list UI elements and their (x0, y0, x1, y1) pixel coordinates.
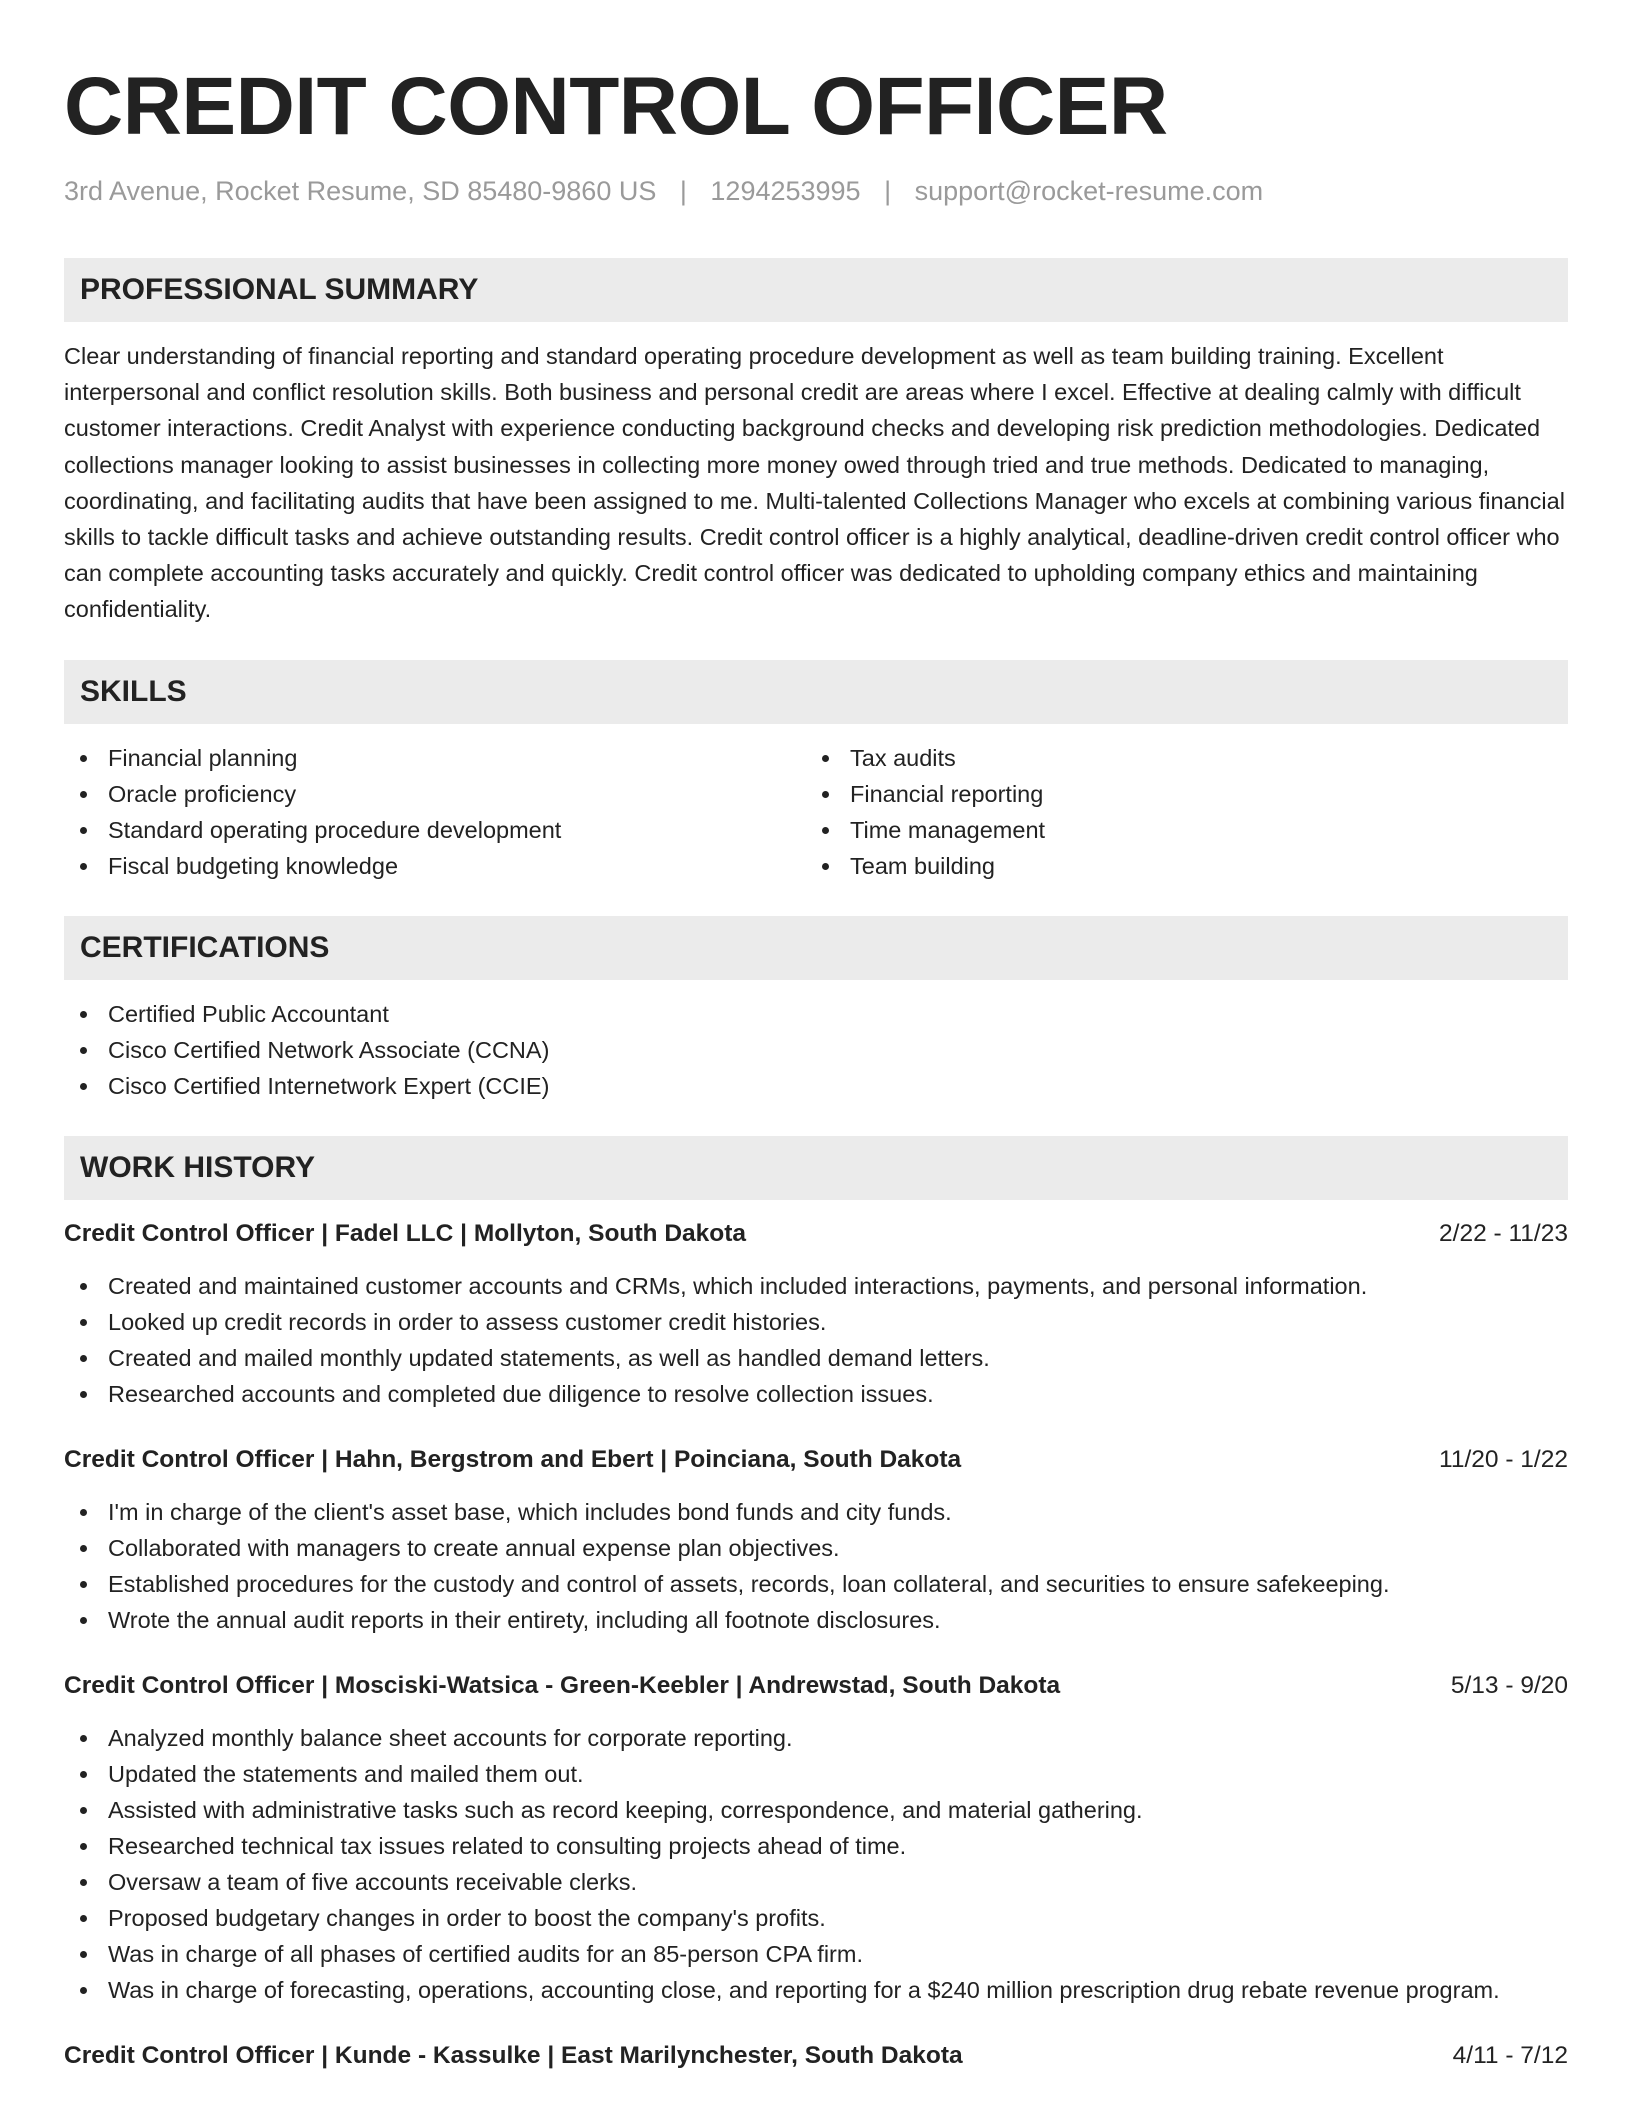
job-duty: Researched technical tax issues related to consulting projects ahead of time. (64, 1828, 1568, 1864)
certification-item: Cisco Certified Network Associate (CCNA) (64, 1032, 1568, 1068)
skill-item: Team building (806, 848, 1548, 884)
job-duty: Wrote the annual audit reports in their entirety, including all footnote disclosures. (64, 1602, 1568, 1638)
job-duty: Was in charge of all phases of certified audits for an 85-person CPA firm. (64, 1936, 1568, 1972)
job-title: Credit Control Officer | Hahn, Bergstrom and Ebert | Poinciana, South Dakota (64, 1445, 962, 1473)
job-duty: Assisted with administrative tasks such as record keeping, correspondence, and material gathering. (64, 1792, 1568, 1828)
job-duty: Proposed budgetary changes in order to boost the company's profits. (64, 1900, 1568, 1936)
job-dates: 5/13 - 9/20 (1450, 1671, 1568, 1699)
section-heading-skills: SKILLS (64, 660, 1568, 724)
job-duty: Oversaw a team of five accounts receivable clerks. (64, 1864, 1568, 1900)
job-duty: Updated the statements and mailed them out. (64, 1756, 1568, 1792)
job-header (64, 2038, 1568, 2074)
section-heading-work-history: WORK HISTORY (64, 1136, 1568, 1200)
section-heading-certifications: CERTIFICATIONS (64, 916, 1568, 980)
job-entry (64, 1216, 1568, 1412)
job-dates: 11/20 - 1/22 (1439, 1445, 1568, 1473)
job-entry (64, 1442, 1568, 1638)
skills-column-left (64, 740, 806, 884)
job-duties (64, 1494, 1568, 1638)
job-duty: Researched accounts and completed due diligence to resolve collection issues. (64, 1376, 1568, 1412)
contact-email: support@rocket-resume.com (914, 176, 1264, 206)
skills-column-right (806, 740, 1548, 884)
job-entry (64, 1668, 1568, 2008)
skill-item: Standard operating procedure development (64, 812, 806, 848)
skill-item: Oracle proficiency (64, 776, 806, 812)
skill-item: Fiscal budgeting knowledge (64, 848, 806, 884)
job-header (64, 1216, 1568, 1252)
resume-title: CREDIT CONTROL OFFICER (64, 61, 1168, 152)
contact-line (64, 174, 1568, 208)
job-duty: I'm in charge of the client's asset base, which includes bond funds and city funds. (64, 1494, 1568, 1530)
section-heading-summary: PROFESSIONAL SUMMARY (64, 258, 1568, 322)
job-title: Credit Control Officer | Fadel LLC | Mollyton, South Dakota (64, 1219, 747, 1247)
job-duties (64, 1268, 1568, 1412)
job-title: Credit Control Officer | Mosciski-Watsica - Green-Keebler | Andrewstad, South Dakota (64, 1671, 1061, 1699)
resume-page (64, 0, 1568, 2074)
contact-phone: 1294253995 (710, 176, 861, 206)
skills-list (64, 740, 1568, 884)
job-duty: Looked up credit records in order to assess customer credit histories. (64, 1304, 1568, 1340)
job-duty: Was in charge of forecasting, operations, accounting close, and reporting for a $240 million prescription drug rebate revenue program. (64, 1972, 1568, 2008)
job-header (64, 1442, 1568, 1478)
contact-address: 3rd Avenue, Rocket Resume, SD 85480-9860 US (64, 176, 657, 206)
job-duties (64, 1720, 1568, 2008)
certification-item: Cisco Certified Internetwork Expert (CCIE) (64, 1068, 1568, 1104)
skill-item: Time management (806, 812, 1548, 848)
summary-text: Clear understanding of financial reporting and standard operating procedure development as well as team building training. Excellent interpersonal and conflict resolution skills. Both business and personal credit are areas where I excel. Effective at dealing calmly with difficult customer interactions. Credit Analyst with experience conducting background checks and developing risk prediction methodologies. Dedicated collections manager looking to assist businesses in collecting more money owed through tried and true methods. Dedicated to managing, coordinating, and facilitating audits that have been assigned to me. Multi-talented Collections Manager who excels at combining various financial skills to tackle difficult tasks and achieve outstanding results. Credit control officer is a highly analytical, deadline-driven credit control officer who can complete accounting tasks accurately and quickly. Credit control officer was dedicated to upholding company ethics and maintaining confidentiality. (64, 343, 1565, 623)
job-dates: 4/11 - 7/12 (1452, 2041, 1568, 2069)
job-entry (64, 2038, 1568, 2074)
job-title: Credit Control Officer | Kunde - Kassulke | East Marilynchester, South Dakota (64, 2041, 963, 2069)
certifications-list (64, 996, 1568, 1104)
job-duty: Established procedures for the custody and control of assets, records, loan collateral, and securities to ensure safekeeping. (64, 1566, 1568, 1602)
certification-item: Certified Public Accountant (64, 996, 1568, 1032)
contact-separator: | (679, 176, 687, 206)
job-duty: Created and mailed monthly updated statements, as well as handled demand letters. (64, 1340, 1568, 1376)
job-duty: Created and maintained customer accounts and CRMs, which included interactions, payments, and personal information. (64, 1268, 1568, 1304)
job-header (64, 1668, 1568, 1704)
job-duty: Collaborated with managers to create annual expense plan objectives. (64, 1530, 1568, 1566)
job-dates: 2/22 - 11/23 (1439, 1219, 1568, 1247)
skill-item: Tax audits (806, 740, 1548, 776)
job-duty: Analyzed monthly balance sheet accounts for corporate reporting. (64, 1720, 1568, 1756)
skill-item: Financial planning (64, 740, 806, 776)
skill-item: Financial reporting (806, 776, 1548, 812)
contact-separator: | (884, 176, 892, 206)
